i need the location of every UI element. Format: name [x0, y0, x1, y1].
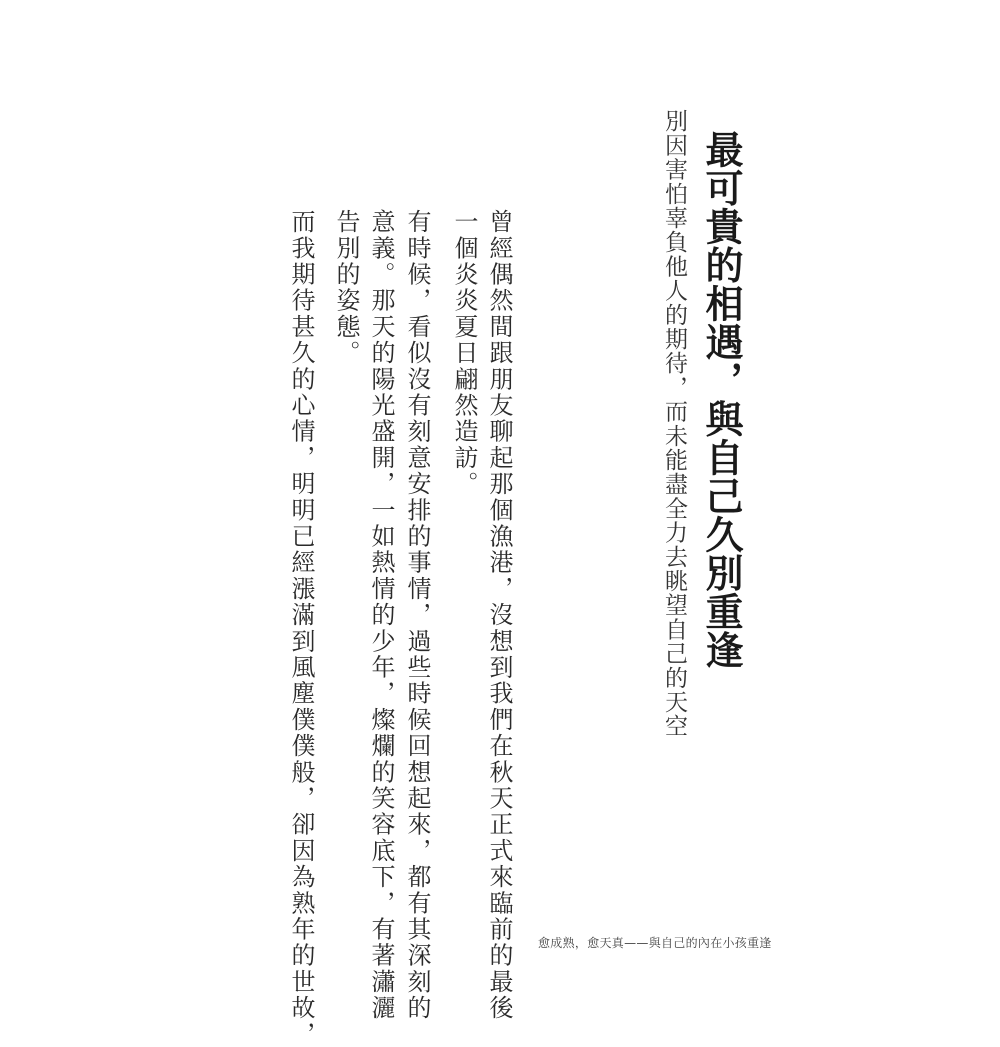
body-line: 有時候，看似沒有刻意安排的事情，過些時候回想起來，都有其深刻的 — [403, 209, 431, 1022]
body-line: 曾經偶然間跟朋友聊起那個漁港，沒想到我們在秋天正式來臨前的最後 — [485, 209, 513, 1022]
body-line: 一個炎炎夏日翩然造訪。 — [450, 209, 478, 498]
body-line: 而我期待甚久的心情，明明已經漲滿到風塵僕僕般，卻因為熟年的世故， — [287, 209, 315, 1047]
chapter-subtitle: 別因害怕辜負他人的期待，而未能盡全力去眺望自己的天空 — [661, 109, 687, 739]
body-line: 告別的姿態。 — [332, 209, 360, 367]
running-footer: 愈成熟，愈天真——與自己的內在小孩重逢 — [538, 936, 772, 950]
body-line: 意義。那天的陽光盛開，一如熱情的少年，燦爛的笑容底下，有著瀟灑 — [367, 209, 395, 1022]
chapter-title: 最可貴的相遇，與自己久別重逢 — [699, 130, 743, 669]
